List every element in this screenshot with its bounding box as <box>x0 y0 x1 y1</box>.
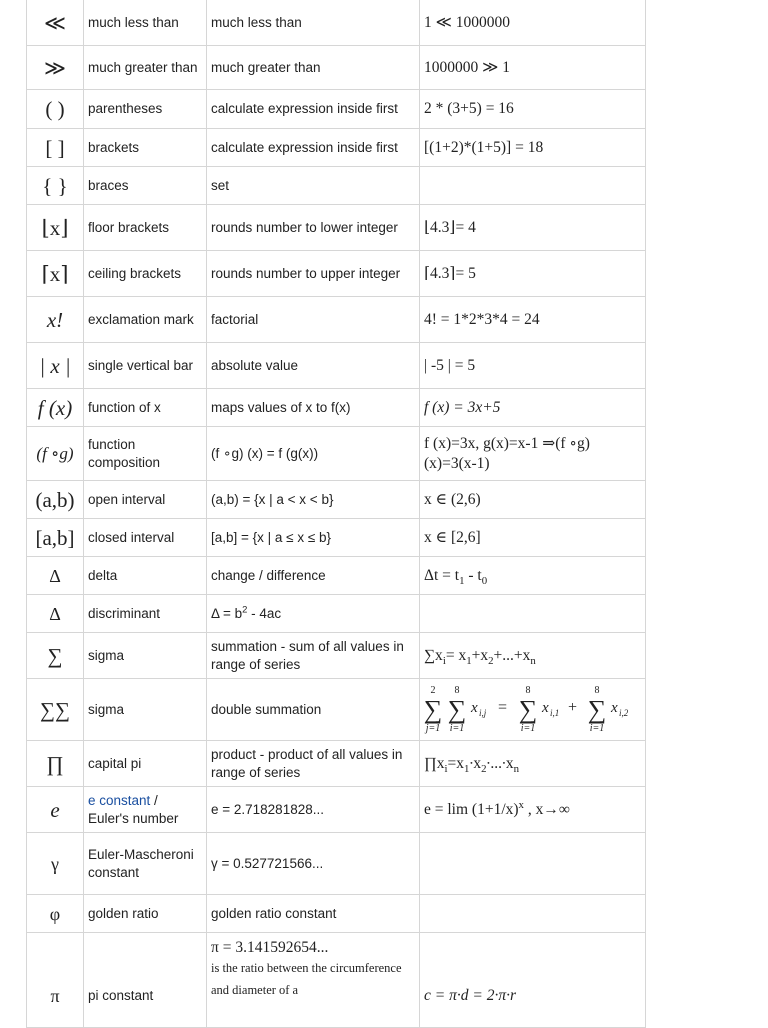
symbol-cell: ⌊x⌋ <box>27 205 84 251</box>
symbol-example: ⌊4.3⌋= 4 <box>420 205 646 251</box>
symbol-cell: ⌈x⌉ <box>27 251 84 297</box>
symbol-cell: (a,b) <box>27 481 84 519</box>
symbol-cell: x! <box>27 297 84 343</box>
symbol-name: sigma <box>84 633 207 679</box>
table-row <box>27 297 646 343</box>
symbol-name: single vertical bar <box>84 343 207 389</box>
table-row <box>27 90 646 129</box>
symbol-name: golden ratio <box>84 895 207 933</box>
symbol-cell: f (x) <box>27 389 84 427</box>
symbol-name: e constant / Euler's number <box>84 787 207 833</box>
table-row <box>27 251 646 297</box>
table-row <box>27 481 646 519</box>
symbol-name: pi constant <box>84 933 207 1028</box>
table-row <box>27 167 646 205</box>
symbol-example: x ∈ [2,6] <box>420 519 646 557</box>
symbol-example: $\Delta t = t_1 - t_0$ <box>420 557 646 595</box>
table-row <box>27 46 646 90</box>
double-sum-example <box>420 679 646 741</box>
symbol-meaning: maps values of x to f(x) <box>207 389 420 427</box>
symbol-example: 2 * (3+5) = 16 <box>420 90 646 129</box>
symbol-cell: e <box>27 787 84 833</box>
sum1-x: x <box>542 699 549 716</box>
inner-sum-bottom: i=1 <box>449 722 465 734</box>
table-row <box>27 895 646 933</box>
symbol-meaning: absolute value <box>207 343 420 389</box>
sum1-sub: i,1 <box>550 707 560 718</box>
outer-sum-sign: ∑ <box>423 694 443 724</box>
symbol-cell: ≪ <box>27 0 84 46</box>
symbol-meaning: calculate expression inside first <box>207 129 420 167</box>
table-row <box>27 205 646 251</box>
symbol-name: closed interval <box>84 519 207 557</box>
symbol-example: 1 ≪ 1000000 <box>420 0 646 46</box>
table-row <box>27 633 646 679</box>
symbol-meaning: (f ∘g) (x) = f (g(x)) <box>207 427 420 481</box>
sum2-top: 8 <box>594 684 600 696</box>
symbol-name: much less than <box>84 0 207 46</box>
symbol-example: f (x) = 3x+5 <box>420 389 646 427</box>
symbol-example: $\prod x_i=x_1\cdot x_2\cdot...\cdot x_n$ <box>420 741 646 787</box>
sum1-top: 8 <box>525 684 531 696</box>
symbol-cell: ∏ <box>27 741 84 787</box>
symbol-example: | -5 | = 5 <box>420 343 646 389</box>
symbol-cell: ∑∑ <box>27 679 84 741</box>
symbol-cell: γ <box>27 833 84 895</box>
symbol-example: c = π·d = 2·π·r <box>420 933 646 1028</box>
symbol-name: ceiling brackets <box>84 251 207 297</box>
symbol-meaning: rounds number to upper integer <box>207 251 420 297</box>
symbol-meaning: much greater than <box>207 46 420 90</box>
symbol-name: parentheses <box>84 90 207 129</box>
symbol-name: brackets <box>84 129 207 167</box>
symbol-cell: φ <box>27 895 84 933</box>
symbol-meaning: [a,b] = {x | a ≤ x ≤ b} <box>207 519 420 557</box>
symbol-name: discriminant <box>84 595 207 633</box>
symbol-meaning: summation - sum of all values in range of series <box>207 633 420 679</box>
symbol-name: open interval <box>84 481 207 519</box>
symbol-meaning: calculate expression inside first <box>207 90 420 129</box>
table-row <box>27 0 646 46</box>
symbol-cell: { } <box>27 167 84 205</box>
table-row <box>27 519 646 557</box>
table-row <box>27 679 646 741</box>
symbol-name: exclamation mark <box>84 297 207 343</box>
symbol-name: much greater than <box>84 46 207 90</box>
symbol-example: [(1+2)*(1+5)] = 18 <box>420 129 646 167</box>
symbol-cell: [ ] <box>27 129 84 167</box>
symbol-meaning: product - product of all values in range of series <box>207 741 420 787</box>
table-row <box>27 389 646 427</box>
symbol-meaning: e = 2.718281828... <box>207 787 420 833</box>
table-row <box>27 787 646 833</box>
symbol-meaning: set <box>207 167 420 205</box>
term-x: x <box>471 699 478 716</box>
term-sub: i,j <box>479 707 487 718</box>
double-sum-formula <box>422 682 644 738</box>
symbol-meaning: rounds number to lower integer <box>207 205 420 251</box>
table-row <box>27 343 646 389</box>
symbol-meaning: (a,b) = {x | a < x < b} <box>207 481 420 519</box>
math-symbols-table <box>26 0 646 1028</box>
symbol-cell: π <box>27 933 84 1028</box>
symbol-example: x ∈ (2,6) <box>420 481 646 519</box>
symbol-cell: ( ) <box>27 90 84 129</box>
symbol-meaning: much less than <box>207 0 420 46</box>
symbol-name: floor brackets <box>84 205 207 251</box>
outer-sum-top: 2 <box>430 684 436 696</box>
symbol-cell: (f ∘g) <box>27 427 84 481</box>
table-row <box>27 557 646 595</box>
symbol-name: delta <box>84 557 207 595</box>
symbol-meaning: change / difference <box>207 557 420 595</box>
euler-mascheroni-link[interactable]: Euler-Mascheroni constant <box>84 833 207 895</box>
symbol-meaning: double summation <box>207 679 420 741</box>
sum2-bottom: i=1 <box>589 722 605 734</box>
sum2-sign: ∑ <box>587 694 607 724</box>
symbol-example: ⌈4.3⌉= 5 <box>420 251 646 297</box>
symbol-name: function composition <box>84 427 207 481</box>
table-row <box>27 933 646 1028</box>
table-row <box>27 427 646 481</box>
factorial-link[interactable]: factorial <box>207 297 420 343</box>
symbol-cell: Δ <box>27 595 84 633</box>
symbol-example: $\sum x_i= x_1+x_2+...+x_n$ <box>420 633 646 679</box>
pi-note: is the ratio between the circumference and diameter of a <box>211 961 402 997</box>
table-row <box>27 595 646 633</box>
equals-sign: = <box>498 698 508 716</box>
outer-sum-bottom: j=1 <box>425 722 441 734</box>
symbol-name: capital pi <box>84 741 207 787</box>
symbol-example <box>420 167 646 205</box>
symbol-example <box>420 833 646 895</box>
symbol-cell: ≫ <box>27 46 84 90</box>
symbol-example <box>420 895 646 933</box>
sum2-sub: i,2 <box>619 707 629 718</box>
symbol-cell: | x | <box>27 343 84 389</box>
e-constant-link[interactable]: e constant <box>88 792 151 808</box>
symbol-meaning: γ = 0.527721566... <box>207 833 420 895</box>
symbol-name: sigma <box>84 679 207 741</box>
symbol-example: 4! = 1*2*3*4 = 24 <box>420 297 646 343</box>
symbol-cell: ∑ <box>27 633 84 679</box>
symbol-example: 1000000 ≫ 1 <box>420 46 646 90</box>
sum1-sign: ∑ <box>518 694 538 724</box>
pi-value: π = 3.141592654... <box>211 939 329 956</box>
table-row <box>27 129 646 167</box>
symbol-cell: [a,b] <box>27 519 84 557</box>
symbol-example: $e = \lim (1+1/x)^x$ , x→∞ <box>420 787 646 833</box>
symbol-name: function of x <box>84 389 207 427</box>
sum1-bottom: i=1 <box>520 722 536 734</box>
table-row <box>27 741 646 787</box>
symbol-name: braces <box>84 167 207 205</box>
table-row <box>27 833 646 895</box>
symbol-example <box>420 595 646 633</box>
inner-sum-sign: ∑ <box>447 694 467 724</box>
plus-sign: + <box>568 698 578 716</box>
sum2-x: x <box>611 699 618 716</box>
symbol-meaning <box>207 933 420 1028</box>
symbol-example: f (x)=3x, g(x)=x-1 ⇒(f ∘g)(x)=3(x-1) <box>420 427 646 481</box>
symbol-meaning: golden ratio constant <box>207 895 420 933</box>
symbol-meaning: $\Delta = b^2 - 4ac$ <box>207 595 420 633</box>
symbol-cell: Δ <box>27 557 84 595</box>
inner-sum-top: 8 <box>454 684 460 696</box>
